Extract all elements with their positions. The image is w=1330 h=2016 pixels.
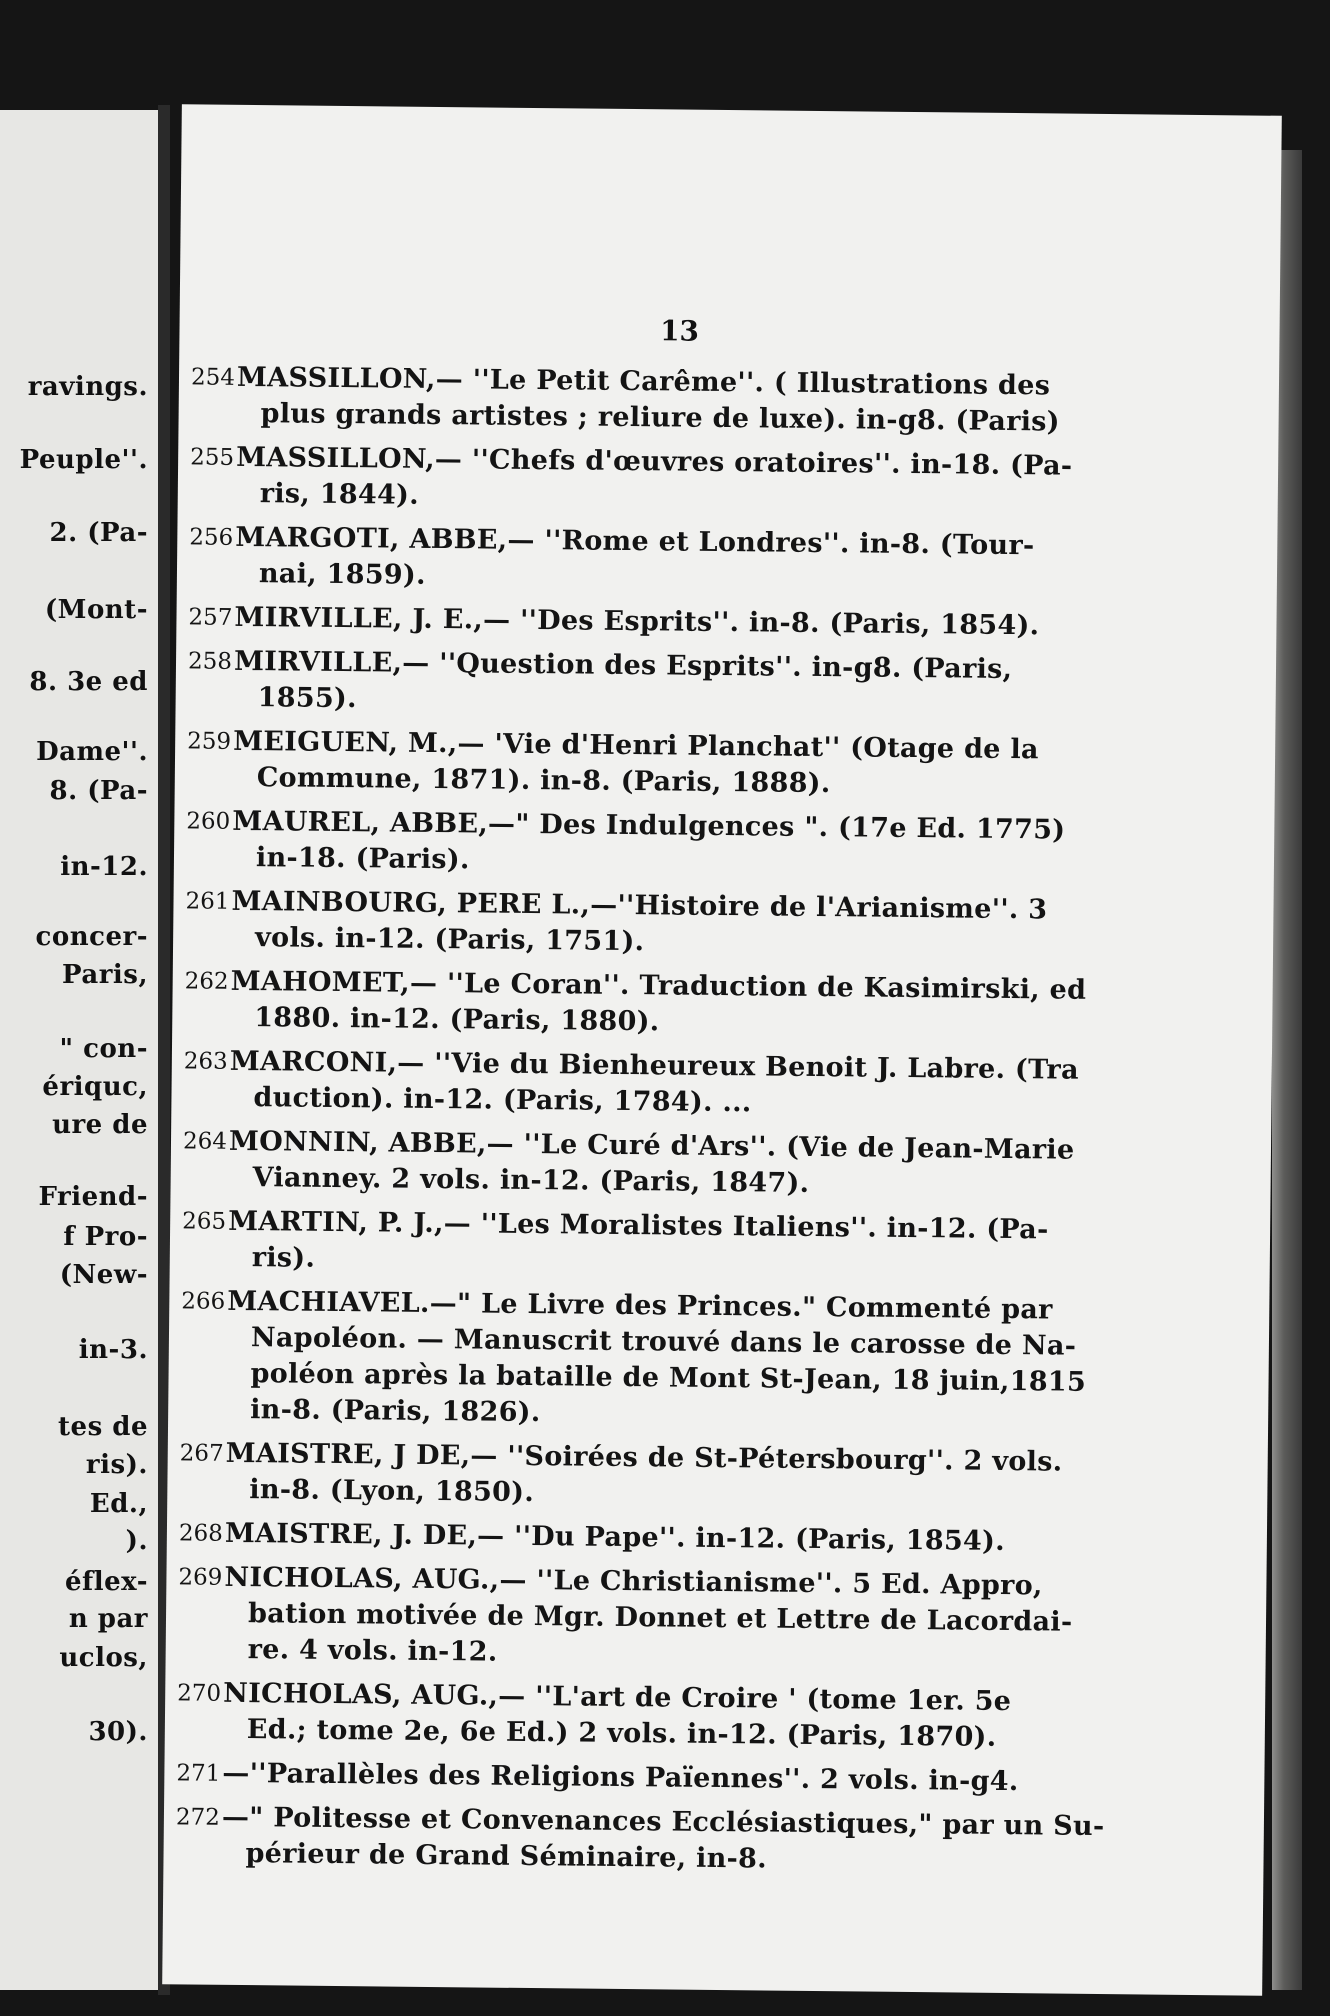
- facing-page-line: " con-: [59, 1034, 148, 1064]
- entry-number: 255: [190, 444, 235, 471]
- entry-number: 261: [185, 888, 230, 915]
- entry-heading-line: MAHOMET,— ''Le Coran''. Traduction de Kasimirski, ed: [230, 965, 1087, 1006]
- entry-continuation-line: in-8. (Paris, 1826).: [250, 1394, 541, 1429]
- facing-page-line: 30).: [88, 1717, 148, 1747]
- bibliography-entry: [167, 1435, 1268, 1519]
- facing-page-line: (New-: [59, 1260, 148, 1290]
- entry-number: 254: [190, 364, 236, 391]
- facing-page-line: Ed.,: [89, 1489, 148, 1519]
- entry-continuation-line: Commune, 1871). in-8. (Paris, 1888).: [256, 762, 831, 800]
- bibliography-entry: [171, 1043, 1272, 1127]
- entry-continuation-line: 1855).: [257, 682, 357, 715]
- entry-continuation-line: bation motivée de Mgr. Donnet et Lettre de Lacordai-: [247, 1598, 1073, 1638]
- entry-heading-line: MEIGUEN, M.,— 'Vie d'Henri Planchat'' (Otage de la: [233, 725, 1039, 766]
- entry-continuation-line: poléon après la bataille de Mont St-Jean, 18 juin,1815: [250, 1358, 1087, 1398]
- bibliography-entry: [170, 1203, 1271, 1287]
- bibliography-entry: [175, 643, 1276, 727]
- entry-heading-line: MONNIN, ABBE,— ''Le Curé d'Ars''. (Vie de Jean-Marie: [228, 1125, 1075, 1166]
- entry-number: 259: [187, 728, 232, 755]
- bibliography-entry: [178, 439, 1279, 523]
- entry-heading-line: MARTIN, P. J.,— ''Les Moralistes Italiens''. in-12. (Pa-: [228, 1205, 1049, 1246]
- facing-page-line: n par: [68, 1604, 148, 1634]
- book-page: [162, 104, 1282, 1995]
- entry-heading-line: MARGOTI, ABBE,— ''Rome et Londres''. in-8. (Tour-: [235, 521, 1035, 562]
- entry-continuation-line: vols. in-12. (Paris, 1751).: [254, 922, 645, 958]
- bibliography-entry: [165, 1675, 1266, 1759]
- entry-heading-line: MIRVILLE,— ''Question des Esprits''. in-g8. (Paris,: [233, 645, 1013, 686]
- facing-page-line: ériquc,: [42, 1072, 148, 1102]
- entry-number: 269: [178, 1564, 223, 1591]
- entry-number: 260: [186, 808, 231, 835]
- entry-number: 257: [188, 604, 233, 631]
- bibliography-entry: [163, 1799, 1264, 1883]
- entry-heading-line: MARCONI,— ''Vie du Bienheureux Benoit J. Labre. (Tra: [229, 1045, 1080, 1086]
- entry-heading-line: MASSILLON,— ''Le Petit Carême''. ( Illustrations des: [236, 361, 1051, 402]
- bibliography-entry: [166, 1559, 1267, 1679]
- facing-page-line: concer-: [35, 922, 148, 952]
- page-number: 13: [659, 314, 700, 348]
- entry-number: 263: [183, 1048, 228, 1075]
- bibliography-entry: [177, 519, 1278, 603]
- entry-continuation-line: re. 4 vols. in-12.: [247, 1634, 498, 1668]
- entry-heading-line: NICHOLAS, AUG.,— ''Le Christianisme''. 5 Ed. Appro,: [224, 1561, 1043, 1602]
- bibliography-entry: [178, 359, 1279, 443]
- facing-page-line: Paris,: [62, 960, 148, 990]
- bibliography-entry: [173, 883, 1274, 967]
- bibliography-entry: [170, 1123, 1271, 1207]
- entry-number: 258: [187, 648, 233, 675]
- facing-page-line: (Mont-: [44, 595, 148, 625]
- facing-page-line: ravings.: [27, 372, 148, 402]
- facing-page-line: in-12.: [60, 852, 148, 882]
- facing-page-line: Peuple''.: [19, 445, 148, 475]
- entry-number: 271: [176, 1760, 221, 1787]
- facing-page-line: ris).: [85, 1450, 148, 1480]
- entry-continuation-line: in-8. (Lyon, 1850).: [249, 1474, 535, 1509]
- entry-heading-line: MAISTRE, J. DE,— ''Du Pape''. in-12. (Paris, 1854).: [224, 1517, 1006, 1557]
- facing-page-line: 8. 3e ed: [29, 667, 148, 697]
- bibliography-entry: [172, 963, 1273, 1047]
- entry-number: 268: [178, 1520, 223, 1547]
- facing-page-line: Dame''.: [36, 737, 148, 767]
- facing-page-line: ure de: [52, 1110, 148, 1140]
- entry-heading-line: NICHOLAS, AUG.,— ''L'art de Croire ' (tome 1er. 5e: [223, 1677, 1012, 1718]
- entry-number: 265: [182, 1208, 227, 1235]
- entry-heading-line: MAINBOURG, PERE L.,—''Histoire de l'Arianisme''. 3: [231, 885, 1048, 926]
- entry-number: 256: [189, 524, 234, 551]
- entry-heading-line: MIRVILLE, J. E.,— ''Des Esprits''. in-8. (Paris, 1854).: [234, 601, 1040, 642]
- entry-number: 270: [177, 1680, 222, 1707]
- entry-heading-line: MASSILLON,— ''Chefs d'œuvres oratoires''. in-18. (Pa-: [236, 441, 1073, 482]
- entry-number: 267: [179, 1440, 224, 1467]
- facing-page-line: éflex-: [65, 1567, 148, 1597]
- entry-number: 264: [182, 1128, 228, 1155]
- entry-continuation-line: plus grands artistes ; reliure de luxe). in-g8. (Paris): [260, 398, 1061, 438]
- entry-heading-line: —''Parallèles des Religions Païennes''. 2 vols. in-g4.: [222, 1757, 1019, 1798]
- entry-continuation-line: Ed.; tome 2e, 6e Ed.) 2 vols. in-12. (Paris, 1870).: [246, 1714, 997, 1753]
- entry-continuation-line: périeur de Grand Séminaire, in-8.: [245, 1838, 768, 1875]
- bibliography-entry: [175, 723, 1276, 807]
- entry-continuation-line: ris).: [251, 1242, 316, 1274]
- facing-page-line: ).: [125, 1526, 148, 1556]
- facing-page-line: uclos,: [59, 1643, 148, 1673]
- facing-page-line: Friend-: [38, 1182, 148, 1212]
- facing-page-line: f Pro-: [63, 1222, 148, 1252]
- facing-page-line: 8. (Pa-: [49, 776, 148, 806]
- entry-number: 262: [184, 968, 229, 995]
- entry-continuation-line: nai, 1859).: [258, 558, 426, 591]
- bibliography-entry: [168, 1283, 1269, 1439]
- entry-number: 272: [175, 1804, 220, 1831]
- facing-page-line: in-3.: [78, 1335, 148, 1365]
- entry-heading-line: MAUREL, ABBE,—" Des Indulgences ". (17e Ed. 1775): [232, 805, 1066, 846]
- bibliography-entry: [174, 803, 1275, 887]
- entry-heading-line: MACHIAVEL.—" Le Livre des Princes." Commenté par: [227, 1285, 1053, 1326]
- entry-number: 266: [181, 1288, 226, 1315]
- bibliography-list: [163, 359, 1279, 1890]
- entry-continuation-line: in-18. (Paris).: [255, 842, 470, 876]
- facing-page-line: 2. (Pa-: [49, 518, 148, 548]
- entry-heading-line: —" Politesse et Convenances Ecclésiastiques," par un Su-: [221, 1801, 1105, 1843]
- entry-continuation-line: Napoléon. — Manuscrit trouvé dans le carosse de Na-: [250, 1322, 1077, 1362]
- facing-page-line: tes de: [58, 1412, 148, 1442]
- entry-heading-line: MAISTRE, J DE,— ''Soirées de St-Pétersbourg''. 2 vols.: [225, 1437, 1063, 1478]
- entry-continuation-line: duction). in-12. (Paris, 1784). ...: [253, 1082, 752, 1119]
- entry-continuation-line: Vianney. 2 vols. in-12. (Paris, 1847).: [252, 1162, 810, 1199]
- entry-continuation-line: ris, 1844).: [259, 478, 420, 511]
- entry-continuation-line: 1880. in-12. (Paris, 1880).: [254, 1002, 660, 1038]
